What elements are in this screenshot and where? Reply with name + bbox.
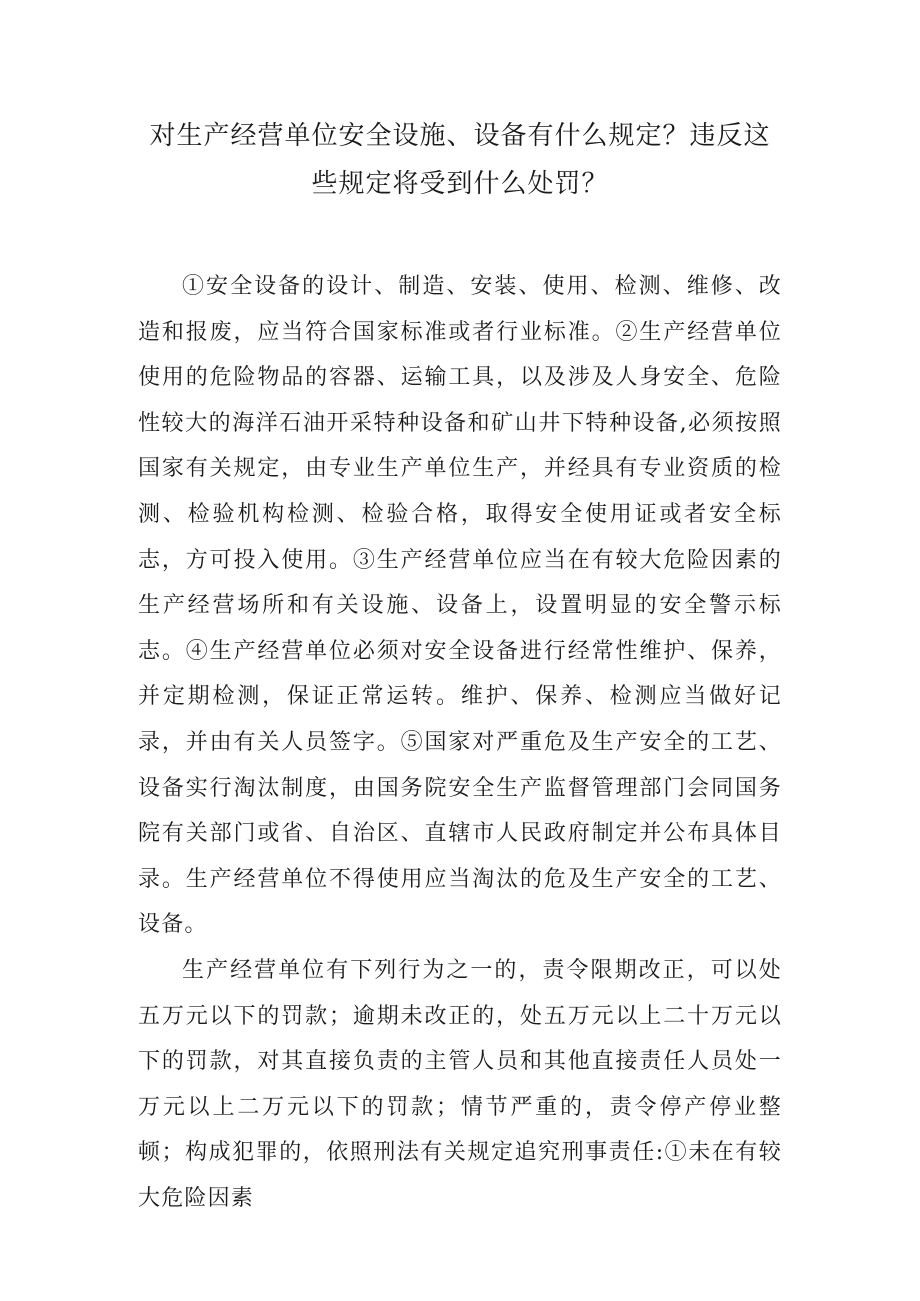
paragraph-penalties: 生产经营单位有下列行为之一的，责令限期改正，可以处五万元以下的罚款；逾期未改正的，处五万元以上二十万元以下的罚款，对其直接负责的主管人员和其他直接责任人员处一万元以上二万元以下的罚款；情节严重的，责令停产停业整顿；构成犯罪的，依照刑法有关规定追究刑事责任:①未在有较大危险因素 (138, 957, 782, 1211)
document-title: 对生产经营单位安全设施、设备有什么规定？违反这些规定将受到什么处罚？ (149, 121, 771, 199)
document-body (138, 264, 782, 1221)
paragraph-safety-equipment-rules: ①安全设备的设计、制造、安装、使用、检测、维修、改造和报废，应当符合国家标准或者行业标准。②生产经营单位使用的危险物品的容器、运输工具，以及涉及人身安全、危险性较大的海洋石油开采特种设备和矿山井下特种设备,必须按照国家有关规定，由专业生产单位生产，并经具有专业资质的检测、检验机构检测、检验合格，取得安全使用证或者安全标志，方可投入使用。③生产经营单位应当在有较大危险因素的生产经营场所和有关设施、设备上，设置明显的安全警示标志。④生产经营单位必须对安全设备进行经常性维护、保养，并定期检测，保证正常运转。维护、保养、检测应当做好记录，并由有关人员签字。⑤国家对严重危及生产安全的工艺、设备实行淘汰制度，由国务院安全生产监督管理部门会同国务院有关部门或省、自治区、直辖市人民政府制定并公布具体目录。生产经营单位不得使用应当淘汰的危及生产安全的工艺、设备。 (138, 274, 782, 938)
